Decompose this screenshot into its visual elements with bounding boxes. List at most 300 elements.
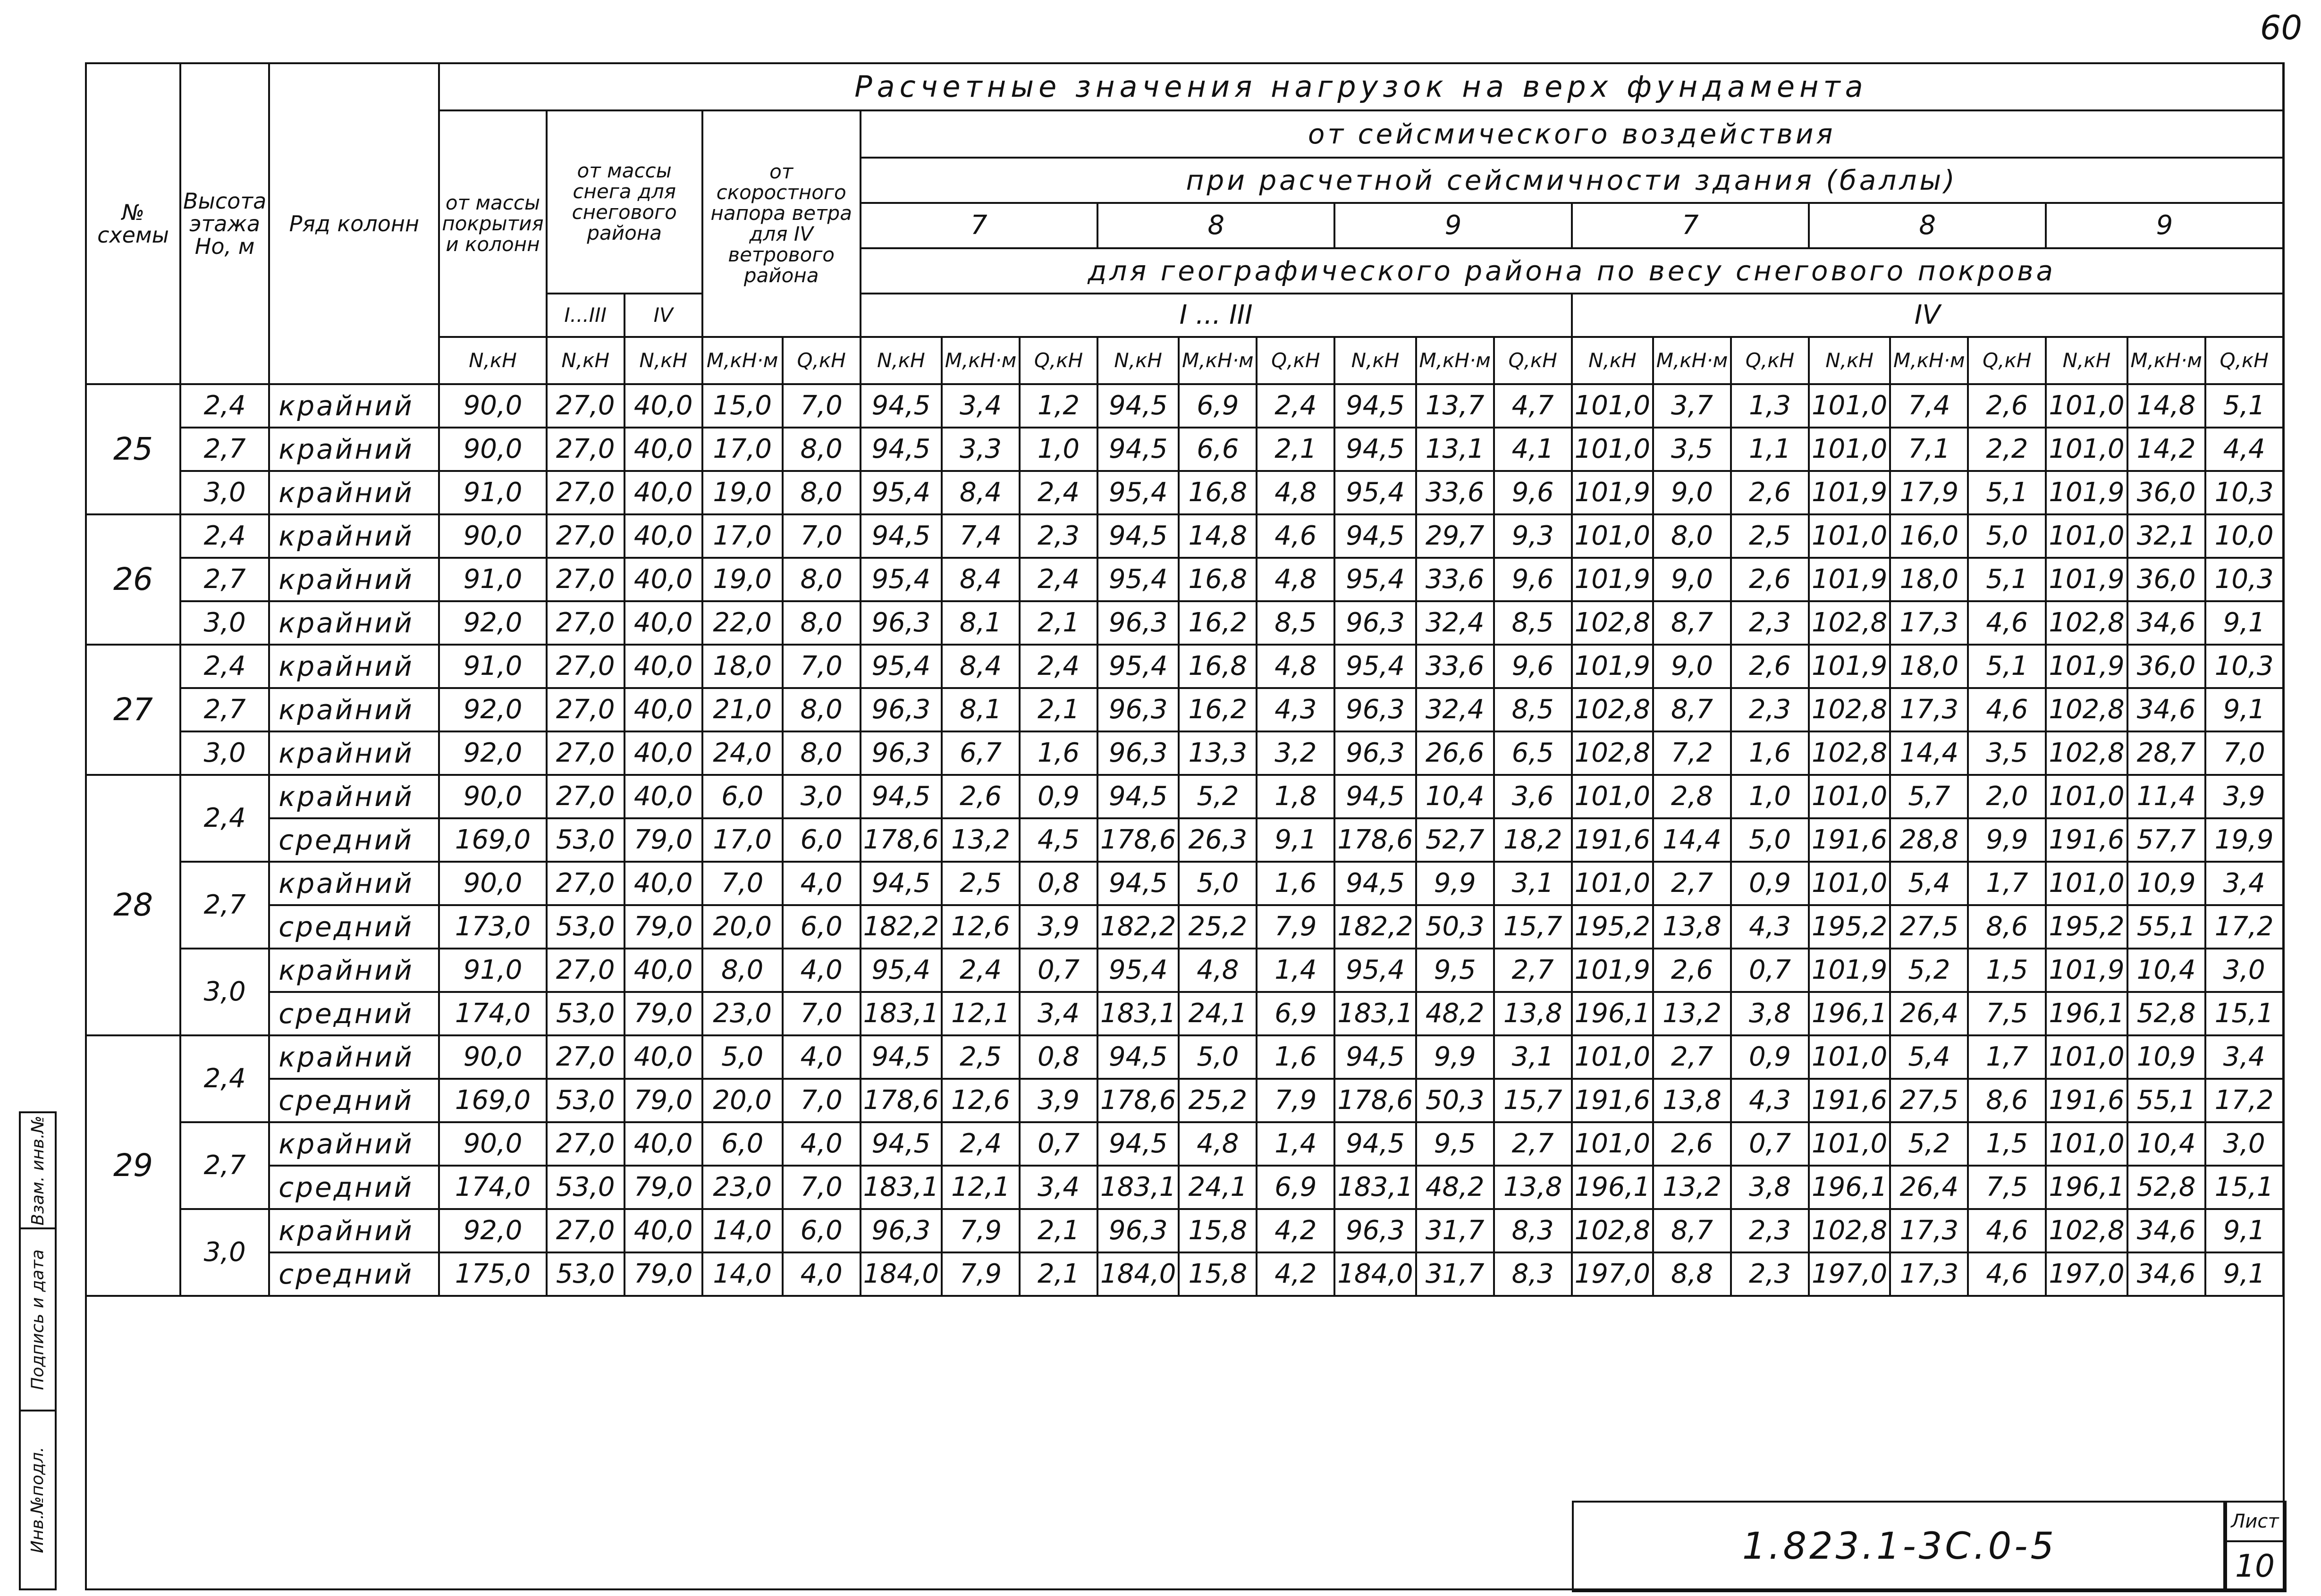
value-cell: 94,5 [861,384,942,428]
height-cell: 2,7 [180,688,269,731]
value-cell: 34,6 [2127,1252,2205,1296]
value-cell: 1,5 [1968,1122,2046,1166]
unit-header: N,кН [1097,337,1179,384]
filler-cell [1020,1296,1097,1302]
value-cell: 10,9 [2127,1035,2205,1079]
value-cell: 96,3 [861,731,942,775]
value-cell: 183,1 [861,992,942,1035]
value-cell: 7,0 [783,1166,861,1209]
value-cell: 5,4 [1890,862,1968,905]
unit-header: М,кН·м [1653,337,1731,384]
value-cell: 101,0 [1809,1122,1890,1166]
table-row [86,601,2283,645]
hdr-region-1-3: I ... III [861,294,1572,337]
value-cell: 2,3 [1731,1252,1809,1296]
value-cell: 101,0 [1809,862,1890,905]
filler-cell [1179,1296,1257,1302]
value-cell: 96,3 [1097,1209,1179,1252]
value-cell: 3,8 [1731,1166,1809,1209]
value-cell: 101,0 [1572,775,1653,818]
value-cell: 101,0 [1572,384,1653,428]
value-cell: 2,6 [942,775,1020,818]
value-cell: 101,0 [1809,428,1890,471]
value-cell: 14,0 [702,1209,783,1252]
value-cell: 79,0 [625,1252,702,1296]
value-cell: 174,0 [439,992,546,1035]
value-cell: 12,1 [942,1166,1020,1209]
value-cell: 13,8 [1494,992,1572,1035]
value-cell: 2,3 [1731,1209,1809,1252]
value-cell: 2,5 [1731,514,1809,558]
unit-header: М,кН·м [1416,337,1494,384]
unit-header: N,кН [547,337,625,384]
value-cell: 101,9 [1572,645,1653,688]
data-body [86,384,2283,1302]
value-cell: 28,7 [2127,731,2205,775]
filler-cell [439,1296,546,1302]
unit-header: М,кН·м [702,337,783,384]
scheme-cell: 25 [86,384,180,514]
value-cell: 27,5 [1890,905,1968,949]
value-cell: 4,3 [1731,905,1809,949]
value-cell: 191,6 [1572,818,1653,862]
value-cell: 101,0 [2046,1122,2127,1166]
value-cell: 1,8 [1257,775,1334,818]
value-cell: 17,3 [1890,1209,1968,1252]
value-cell: 191,6 [1809,1079,1890,1122]
value-cell: 8,8 [1653,1252,1731,1296]
table-row [86,949,2283,992]
value-cell: 0,7 [1731,949,1809,992]
value-cell: 102,8 [1572,731,1653,775]
value-cell: 8,0 [783,601,861,645]
value-cell: 101,0 [1809,384,1890,428]
value-cell: 9,0 [1653,558,1731,601]
value-cell: 40,0 [625,688,702,731]
value-cell: 32,4 [1416,688,1494,731]
value-cell: 2,6 [1653,949,1731,992]
unit-header: М,кН·м [942,337,1020,384]
value-cell: 36,0 [2127,558,2205,601]
value-cell: 102,8 [1809,731,1890,775]
value-cell: 15,7 [1494,905,1572,949]
value-cell: 7,0 [783,1079,861,1122]
value-cell: 52,8 [2127,992,2205,1035]
hdr-snow-1-3: I...III [547,294,625,337]
value-cell: 29,7 [1416,514,1494,558]
value-cell: 16,2 [1179,688,1257,731]
value-cell: 6,0 [783,1209,861,1252]
value-cell: 40,0 [625,645,702,688]
value-cell: 40,0 [625,428,702,471]
value-cell: 102,8 [1572,688,1653,731]
table-row [86,471,2283,514]
value-cell: 12,6 [942,905,1020,949]
column-row-cell: крайний [269,601,439,645]
filler-cell [2205,1296,2283,1302]
value-cell: 94,5 [861,428,942,471]
hdr-b8b: 8 [1809,203,2046,248]
value-cell: 90,0 [439,428,546,471]
value-cell: 95,4 [1334,558,1416,601]
value-cell: 182,2 [1334,905,1416,949]
value-cell: 1,6 [1257,862,1334,905]
value-cell: 79,0 [625,905,702,949]
value-cell: 95,4 [861,645,942,688]
value-cell: 2,6 [1731,645,1809,688]
value-cell: 9,0 [1653,645,1731,688]
hdr-b9b: 9 [2046,203,2283,248]
table-row [86,428,2283,471]
value-cell: 95,4 [1097,949,1179,992]
value-cell: 31,7 [1416,1252,1494,1296]
value-cell: 6,9 [1179,384,1257,428]
value-cell: 33,6 [1416,558,1494,601]
value-cell: 1,1 [1731,428,1809,471]
value-cell: 90,0 [439,514,546,558]
value-cell: 2,5 [942,862,1020,905]
table-row [86,514,2283,558]
value-cell: 9,9 [1968,818,2046,862]
value-cell: 197,0 [2046,1252,2127,1296]
value-cell: 14,4 [1653,818,1731,862]
value-cell: 4,2 [1257,1209,1334,1252]
value-cell: 96,3 [1334,1209,1416,1252]
value-cell: 9,3 [1494,514,1572,558]
value-cell: 15,8 [1179,1252,1257,1296]
value-cell: 1,3 [1731,384,1809,428]
value-cell: 5,2 [1890,1122,1968,1166]
value-cell: 9,0 [1653,471,1731,514]
value-cell: 33,6 [1416,645,1494,688]
value-cell: 101,9 [1809,471,1890,514]
value-cell: 196,1 [1809,992,1890,1035]
value-cell: 7,0 [783,645,861,688]
value-cell: 197,0 [1572,1252,1653,1296]
value-cell: 32,4 [1416,601,1494,645]
table-row [86,1035,2283,1079]
column-row-cell: крайний [269,775,439,818]
value-cell: 15,1 [2205,1166,2283,1209]
scheme-cell: 27 [86,645,180,775]
value-cell: 101,9 [2046,949,2127,992]
value-cell: 8,1 [942,688,1020,731]
value-cell: 17,2 [2205,1079,2283,1122]
column-row-cell: крайний [269,949,439,992]
value-cell: 7,0 [2205,731,2283,775]
value-cell: 79,0 [625,992,702,1035]
column-row-cell: средний [269,992,439,1035]
value-cell: 2,6 [1968,384,2046,428]
value-cell: 94,5 [1097,1035,1179,1079]
value-cell: 2,4 [942,1122,1020,1166]
table-row [86,1079,2283,1122]
column-row-cell: средний [269,818,439,862]
value-cell: 96,3 [861,601,942,645]
value-cell: 169,0 [439,818,546,862]
value-cell: 2,4 [1020,558,1097,601]
hdr-region-4: IV [1572,294,2283,337]
value-cell: 101,9 [2046,471,2127,514]
value-cell: 27,0 [547,688,625,731]
value-cell: 4,6 [1257,514,1334,558]
value-cell: 6,0 [702,1122,783,1166]
height-cell: 3,0 [180,471,269,514]
value-cell: 16,0 [1890,514,1968,558]
value-cell: 27,0 [547,428,625,471]
filler-cell [1097,1296,1179,1302]
value-cell: 6,0 [702,775,783,818]
value-cell: 90,0 [439,775,546,818]
value-cell: 101,0 [2046,514,2127,558]
value-cell: 4,0 [783,862,861,905]
value-cell: 174,0 [439,1166,546,1209]
value-cell: 79,0 [625,1079,702,1122]
value-cell: 101,0 [1572,862,1653,905]
value-cell: 15,0 [702,384,783,428]
value-cell: 79,0 [625,1166,702,1209]
value-cell: 4,0 [783,1035,861,1079]
value-cell: 3,4 [942,384,1020,428]
value-cell: 8,3 [1494,1209,1572,1252]
value-cell: 1,5 [1968,949,2046,992]
value-cell: 5,1 [2205,384,2283,428]
value-cell: 17,0 [702,428,783,471]
value-cell: 2,4 [1257,384,1334,428]
value-cell: 14,8 [1179,514,1257,558]
filler-cell [1257,1296,1334,1302]
value-cell: 27,0 [547,1209,625,1252]
value-cell: 18,2 [1494,818,1572,862]
value-cell: 95,4 [1097,558,1179,601]
unit-header: N,кН [625,337,702,384]
value-cell: 3,1 [1494,862,1572,905]
value-cell: 53,0 [547,818,625,862]
value-cell: 91,0 [439,471,546,514]
value-cell: 16,2 [1179,601,1257,645]
column-row-cell: средний [269,1166,439,1209]
value-cell: 0,8 [1020,862,1097,905]
value-cell: 3,4 [1020,1166,1097,1209]
value-cell: 94,5 [1334,1035,1416,1079]
value-cell: 3,0 [2205,1122,2283,1166]
value-cell: 4,4 [2205,428,2283,471]
value-cell: 40,0 [625,1209,702,1252]
value-cell: 8,0 [783,688,861,731]
value-cell: 27,0 [547,1122,625,1166]
value-cell: 102,8 [2046,601,2127,645]
unit-header: М,кН·м [2127,337,2205,384]
height-cell: 2,7 [180,428,269,471]
value-cell: 8,7 [1653,688,1731,731]
value-cell: 8,7 [1653,601,1731,645]
value-cell: 53,0 [547,992,625,1035]
value-cell: 5,1 [1968,558,2046,601]
value-cell: 7,9 [942,1252,1020,1296]
title-block [1572,1501,2285,1590]
value-cell: 8,5 [1257,601,1334,645]
value-cell: 101,9 [1572,949,1653,992]
value-cell: 36,0 [2127,471,2205,514]
value-cell: 101,9 [2046,645,2127,688]
height-cell: 2,7 [180,558,269,601]
height-cell: 2,4 [180,775,269,862]
value-cell: 1,0 [1731,775,1809,818]
value-cell: 40,0 [625,862,702,905]
value-cell: 6,0 [783,818,861,862]
value-cell: 7,0 [783,992,861,1035]
value-cell: 27,0 [547,471,625,514]
value-cell: 5,0 [1968,514,2046,558]
value-cell: 10,4 [2127,1122,2205,1166]
height-cell: 3,0 [180,731,269,775]
value-cell: 9,6 [1494,471,1572,514]
value-cell: 2,4 [942,949,1020,992]
value-cell: 4,8 [1257,471,1334,514]
filler-cell [2046,1296,2127,1302]
value-cell: 1,6 [1020,731,1097,775]
value-cell: 2,0 [1968,775,2046,818]
table-row [86,1252,2283,1296]
column-row-cell: средний [269,1079,439,1122]
value-cell: 27,0 [547,558,625,601]
value-cell: 5,2 [1890,949,1968,992]
value-cell: 94,5 [861,1122,942,1166]
value-cell: 95,4 [861,471,942,514]
value-cell: 102,8 [1572,601,1653,645]
value-cell: 24,0 [702,731,783,775]
value-cell: 96,3 [1097,731,1179,775]
unit-header: Q,кН [1020,337,1097,384]
value-cell: 57,7 [2127,818,2205,862]
filler-cell [547,1296,625,1302]
value-cell: 36,0 [2127,645,2205,688]
height-cell: 3,0 [180,949,269,1035]
value-cell: 178,6 [1097,1079,1179,1122]
value-cell: 7,0 [783,514,861,558]
value-cell: 27,0 [547,384,625,428]
value-cell: 9,1 [1257,818,1334,862]
value-cell: 94,5 [1097,514,1179,558]
value-cell: 96,3 [1334,688,1416,731]
value-cell: 102,8 [2046,688,2127,731]
value-cell: 8,4 [942,471,1020,514]
value-cell: 1,2 [1020,384,1097,428]
value-cell: 101,0 [2046,1035,2127,1079]
value-cell: 101,0 [1809,514,1890,558]
value-cell: 90,0 [439,862,546,905]
value-cell: 3,4 [2205,862,2283,905]
value-cell: 196,1 [2046,1166,2127,1209]
value-cell: 183,1 [1097,1166,1179,1209]
value-cell: 96,3 [1334,601,1416,645]
hdr-roof-mass: от массы покрытия и колонн [439,110,546,337]
value-cell: 2,6 [1731,471,1809,514]
value-cell: 5,4 [1890,1035,1968,1079]
hdr-b7b: 7 [1572,203,1809,248]
value-cell: 15,8 [1179,1209,1257,1252]
value-cell: 101,0 [1809,1035,1890,1079]
value-cell: 178,6 [1334,818,1416,862]
value-cell: 101,0 [1572,514,1653,558]
value-cell: 183,1 [1334,992,1416,1035]
value-cell: 5,7 [1890,775,1968,818]
value-cell: 8,4 [942,645,1020,688]
value-cell: 10,3 [2205,645,2283,688]
value-cell: 3,1 [1494,1035,1572,1079]
value-cell: 16,8 [1179,471,1257,514]
value-cell: 40,0 [625,1122,702,1166]
value-cell: 3,2 [1257,731,1334,775]
page-number: 60 [2260,8,2302,47]
value-cell: 182,2 [861,905,942,949]
value-cell: 26,4 [1890,992,1968,1035]
filler-cell [942,1296,1020,1302]
value-cell: 96,3 [861,1209,942,1252]
value-cell: 94,5 [1334,775,1416,818]
value-cell: 184,0 [1334,1252,1416,1296]
value-cell: 7,1 [1890,428,1968,471]
value-cell: 1,7 [1968,1035,2046,1079]
value-cell: 27,0 [547,1035,625,1079]
filler-cell [783,1296,861,1302]
value-cell: 92,0 [439,1209,546,1252]
value-cell: 183,1 [1097,992,1179,1035]
value-cell: 8,3 [1494,1252,1572,1296]
value-cell: 94,5 [1334,384,1416,428]
height-cell: 2,7 [180,862,269,949]
value-cell: 16,8 [1179,558,1257,601]
value-cell: 2,3 [1020,514,1097,558]
scheme-cell: 29 [86,1035,180,1296]
hdr-snow-mass: от массы снега для снегового района [547,110,702,294]
value-cell: 17,2 [2205,905,2283,949]
value-cell: 196,1 [1572,1166,1653,1209]
hdr-wind: от скоростного напора ветра для IV ветрового района [702,110,861,337]
value-cell: 2,4 [1020,645,1097,688]
filler-cell [1731,1296,1809,1302]
value-cell: 27,0 [547,514,625,558]
filler-cell [180,1296,269,1302]
value-cell: 27,5 [1890,1079,1968,1122]
value-cell: 40,0 [625,471,702,514]
value-cell: 2,6 [1731,558,1809,601]
value-cell: 14,0 [702,1252,783,1296]
value-cell: 4,8 [1257,645,1334,688]
value-cell: 7,0 [702,862,783,905]
value-cell: 1,0 [1020,428,1097,471]
filler-cell [861,1296,942,1302]
hdr-b7: 7 [861,203,1097,248]
value-cell: 27,0 [547,731,625,775]
value-cell: 91,0 [439,558,546,601]
table-row [86,1166,2283,1209]
filler-cell [269,1296,439,1302]
value-cell: 7,5 [1968,992,2046,1035]
value-cell: 4,0 [783,949,861,992]
value-cell: 183,1 [1334,1166,1416,1209]
value-cell: 50,3 [1416,905,1494,949]
value-cell: 96,3 [1097,688,1179,731]
value-cell: 102,8 [1572,1209,1653,1252]
filler-cell [702,1296,783,1302]
filler-cell [2127,1296,2205,1302]
value-cell: 96,3 [1097,601,1179,645]
value-cell: 13,3 [1179,731,1257,775]
value-cell: 31,7 [1416,1209,1494,1252]
value-cell: 101,9 [1809,645,1890,688]
value-cell: 10,3 [2205,471,2283,514]
